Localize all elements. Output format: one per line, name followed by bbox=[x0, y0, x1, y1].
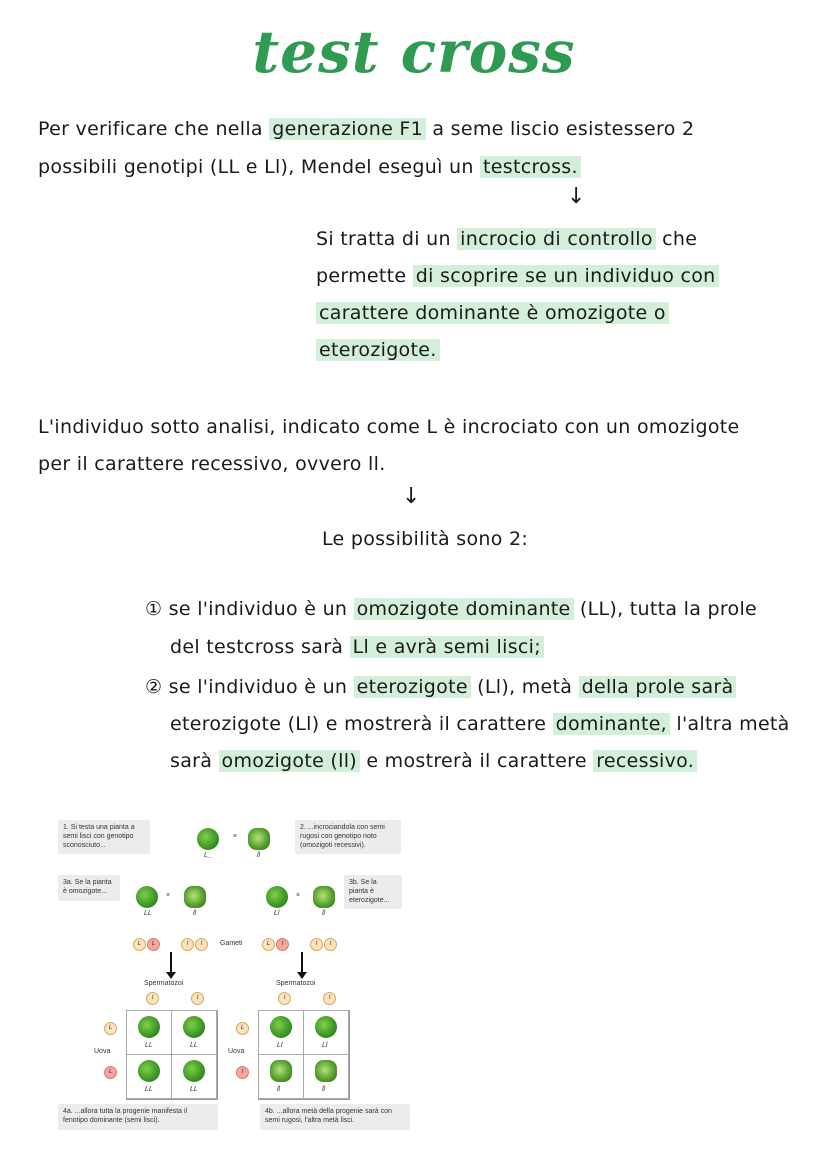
text-segment: del testcross sarà bbox=[170, 636, 350, 658]
genotype-label: ll bbox=[257, 852, 261, 859]
text-segment: L'individuo sotto analisi, indicato come L è incrociato con un omozigote bbox=[38, 416, 740, 438]
gamete: L bbox=[262, 938, 275, 951]
definition-line bbox=[316, 265, 719, 287]
step-2-box: 2. ...incrociandola con semi rugosi con genotipo noto (omozigoti recessivi). bbox=[295, 820, 401, 854]
case2-line bbox=[145, 676, 736, 698]
highlighted-text: carattere dominante è omozigote o bbox=[316, 302, 669, 324]
definition-line bbox=[316, 228, 697, 250]
highlighted-text: eterozigote bbox=[354, 676, 471, 698]
wrinkled-pea bbox=[315, 1060, 337, 1082]
smooth-pea bbox=[136, 886, 158, 908]
highlighted-text: Ll e avrà semi lisci; bbox=[350, 636, 544, 658]
gamete: l bbox=[236, 1066, 249, 1079]
genotype-label: Ll bbox=[277, 1042, 283, 1049]
wrinkled-pea bbox=[184, 886, 206, 908]
text-segment: (Ll), metà bbox=[470, 676, 579, 698]
text-segment: possibili genotipi (LL e Ll), Mendel eseguì un bbox=[38, 156, 481, 178]
gamete: L bbox=[104, 1022, 117, 1035]
smooth-pea bbox=[138, 1016, 160, 1038]
down-arrow-icon bbox=[170, 952, 172, 974]
text-segment: per il carattere recessivo, ovvero ll. bbox=[38, 453, 386, 475]
genotype-label: Ll bbox=[322, 1042, 328, 1049]
genotype-label: ll bbox=[322, 1086, 326, 1093]
gamete: l bbox=[324, 938, 337, 951]
highlighted-text: omozigote dominante bbox=[354, 598, 574, 620]
text-segment: eterozigote (Ll) e mostrerà il carattere bbox=[170, 713, 553, 735]
genotype-label: LL bbox=[145, 1042, 153, 1049]
genotype-label: ll bbox=[193, 910, 197, 917]
smooth-pea bbox=[197, 828, 219, 850]
gamete: l bbox=[181, 938, 194, 951]
case1-line bbox=[170, 636, 544, 658]
text-segment: sarà bbox=[170, 750, 219, 772]
step-3a-box: 3a. Se la pianta è omozigote... bbox=[58, 875, 120, 901]
highlighted-text: recessivo. bbox=[593, 750, 697, 772]
highlighted-text: incrocio di controllo bbox=[457, 228, 656, 250]
wrinkled-pea bbox=[248, 828, 270, 850]
cross-symbol: × bbox=[296, 892, 301, 899]
genotype-label: ll bbox=[277, 1086, 281, 1093]
genotype-label: Ll bbox=[274, 910, 280, 917]
analysis-line bbox=[38, 416, 740, 438]
cross-symbol: × bbox=[233, 833, 238, 840]
sperm-label: Spermatozoi bbox=[276, 980, 316, 987]
gamete: l bbox=[146, 992, 159, 1005]
down-arrow-icon bbox=[301, 952, 303, 974]
smooth-pea bbox=[266, 886, 288, 908]
definition-line bbox=[316, 302, 669, 324]
genotype-label: ll bbox=[322, 910, 326, 917]
possibilities-heading-line bbox=[322, 528, 528, 550]
highlighted-text: dominante, bbox=[553, 713, 670, 735]
page-title: test cross bbox=[252, 18, 576, 86]
gamete: l bbox=[276, 938, 289, 951]
highlighted-text: eterozigote. bbox=[316, 339, 440, 361]
eggs-label: Uova bbox=[94, 1048, 111, 1055]
gamete: L bbox=[147, 938, 160, 951]
smooth-pea bbox=[138, 1060, 160, 1082]
text-segment: permette bbox=[316, 265, 413, 287]
wrinkled-pea bbox=[313, 886, 335, 908]
wrinkled-pea bbox=[270, 1060, 292, 1082]
gamete: L bbox=[236, 1022, 249, 1035]
step-3b-box: 3b. Se la pianta è eterozigote... bbox=[344, 875, 402, 909]
down-arrow-icon: ↓ bbox=[402, 484, 421, 509]
smooth-pea bbox=[270, 1016, 292, 1038]
text-segment: Le possibilità sono 2: bbox=[322, 528, 529, 550]
genotype-label: LL bbox=[144, 910, 152, 917]
case2-line bbox=[170, 750, 697, 772]
highlighted-text: testcross. bbox=[480, 156, 581, 178]
smooth-pea bbox=[183, 1060, 205, 1082]
text-segment: Si tratta di un bbox=[316, 228, 458, 250]
highlighted-text: generazione F1 bbox=[269, 118, 426, 140]
text-segment: a seme liscio esistessero 2 bbox=[426, 118, 695, 140]
text-segment: l'altra metà bbox=[670, 713, 790, 735]
text-segment: (LL), tutta la prole bbox=[573, 598, 758, 620]
intro-line bbox=[38, 156, 581, 178]
gamete: l bbox=[310, 938, 323, 951]
step-4a-box: 4a. ...allora tutta la progenie manifesta il fenotipo dominante (semi lisci). bbox=[58, 1104, 218, 1130]
highlighted-text: omozigote (ll) bbox=[219, 750, 360, 772]
sperm-label: Spermatozoi bbox=[144, 980, 184, 987]
step-1-box: 1. Si testa una pianta a semi lisci con genotipo sconosciuto... bbox=[58, 820, 150, 854]
case1-line bbox=[145, 598, 757, 620]
text-segment: che bbox=[655, 228, 698, 250]
gamete: l bbox=[195, 938, 208, 951]
analysis-line bbox=[38, 453, 386, 475]
genotype-label: LL bbox=[145, 1086, 153, 1093]
text-segment: Per verificare che nella bbox=[38, 118, 270, 140]
step-4b-box: 4b. ...allora metà della progenie sarà con semi rugosi, l'altra metà lisci. bbox=[260, 1104, 410, 1130]
gamete: l bbox=[191, 992, 204, 1005]
smooth-pea bbox=[183, 1016, 205, 1038]
genotype-label: LL bbox=[190, 1042, 198, 1049]
smooth-pea bbox=[315, 1016, 337, 1038]
text-segment: e mostrerà il carattere bbox=[360, 750, 594, 772]
case2-line bbox=[170, 713, 790, 735]
text-segment: ① se l'individuo è un bbox=[145, 598, 354, 620]
intro-line bbox=[38, 118, 694, 140]
gamete: L bbox=[133, 938, 146, 951]
gamete: L bbox=[104, 1066, 117, 1079]
highlighted-text: della prole sarà bbox=[579, 676, 737, 698]
highlighted-text: di scoprire se un individuo con bbox=[413, 265, 719, 287]
cross-symbol: × bbox=[166, 892, 171, 899]
eggs-label: Uova bbox=[228, 1048, 245, 1055]
text-segment: ② se l'individuo è un bbox=[145, 676, 354, 698]
genotype-label: LL bbox=[190, 1086, 198, 1093]
gamete: l bbox=[323, 992, 336, 1005]
gamete: l bbox=[278, 992, 291, 1005]
down-arrow-icon: ↓ bbox=[567, 184, 586, 209]
genotype-label: L_ bbox=[204, 852, 212, 859]
testcross-diagram bbox=[52, 800, 414, 1148]
gametes-label: Gameti bbox=[220, 940, 243, 947]
definition-line bbox=[316, 339, 440, 361]
